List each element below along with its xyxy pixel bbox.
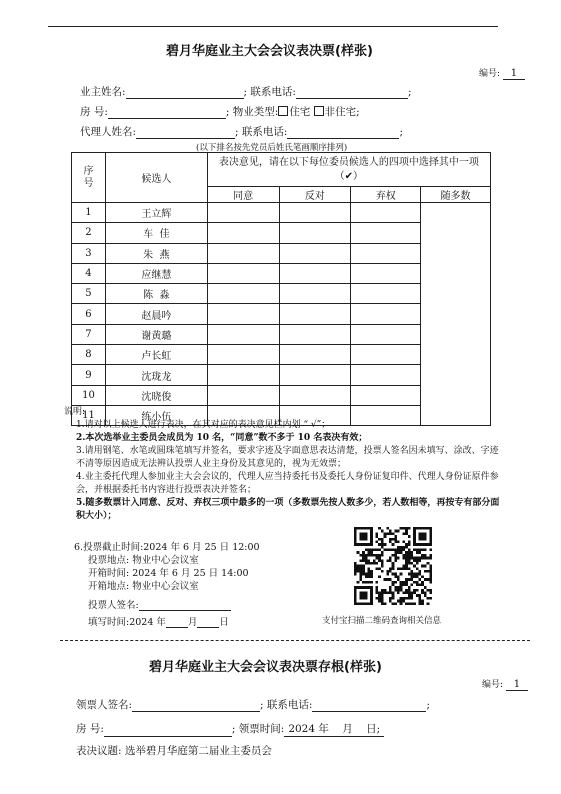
candidate-name: 朱 燕 [105, 243, 207, 263]
owner-name-field[interactable] [126, 86, 244, 99]
row-no: 11 [72, 405, 106, 425]
owner-row: 业主姓名: ; 联系电话: ; [80, 86, 412, 98]
row-no: 6 [72, 304, 106, 324]
candidate-name: 谢黄璐 [105, 324, 207, 344]
notes-section [64, 406, 502, 523]
stub-phone-label: ; 联系电话: [260, 699, 313, 711]
proxy-phone-label: ; 联系电话: [235, 126, 288, 138]
oppose-cell[interactable] [279, 203, 351, 223]
voter-sign-field[interactable] [139, 600, 231, 611]
serial-number [479, 66, 525, 80]
qr-caption: 支付宝扫描二维码查询相关信息 [322, 616, 442, 626]
candidate-rows [72, 203, 491, 426]
agree-cell[interactable] [207, 243, 279, 263]
proxy-row: 代理人姓名: ; 联系电话: ; [80, 126, 404, 138]
stub-title: 碧月华庭业主大会会议表决票存根(样张) [149, 660, 382, 675]
fill-time-year: 填写时间:2024 年 [88, 617, 166, 628]
fill-day-field[interactable] [197, 617, 219, 628]
proxy-name-label: 代理人姓名: [80, 126, 137, 138]
oppose-cell[interactable] [279, 304, 351, 324]
stub-room-label: 房 号: [76, 723, 104, 735]
row-no: 2 [72, 223, 106, 243]
abstain-cell[interactable] [351, 345, 421, 365]
candidate-table [71, 152, 491, 426]
col-candidate-header: 候选人 [105, 153, 207, 203]
candidate-name: 卢长虹 [105, 345, 207, 365]
non-residential-checkbox[interactable] [314, 106, 324, 116]
owner-phone-field[interactable] [296, 86, 408, 99]
agree-cell[interactable] [207, 385, 279, 405]
agree-cell[interactable] [207, 304, 279, 324]
receive-date[interactable]: 2024 年 月 日; [284, 721, 384, 737]
qr-code[interactable] [354, 527, 432, 605]
recipient-sign-label: 领票人签名: [76, 699, 133, 711]
voter-sign-row [88, 597, 231, 611]
residential-label: 住宅 [289, 106, 311, 118]
room-field[interactable] [108, 106, 226, 119]
fill-time-month: 月 [187, 617, 198, 628]
note-2: 2.本次选举业主委员会成员为 10 名，“同意”数不多于 10 名表决有效； [76, 433, 368, 443]
candidate-name: 沈珑龙 [105, 365, 207, 385]
abstain-cell[interactable] [351, 243, 421, 263]
count-time: 开箱时间: 2024 年 6 月 25 日 14:00 [88, 568, 249, 579]
col-random-header: 随多数 [421, 187, 491, 203]
col-abstain-header: 弃权 [351, 187, 421, 203]
vote-place: 投票地点: 物业中心会议室 [88, 555, 199, 566]
row-no: 1 [72, 203, 106, 223]
fill-time-day: 日 [219, 617, 229, 628]
agree-cell[interactable] [207, 263, 279, 283]
fill-time-row [88, 614, 229, 628]
ballot-title: 碧月华庭业主大会会议表决票(样张) [166, 44, 373, 59]
abstain-cell[interactable] [351, 385, 421, 405]
candidate-name: 沈晓俊 [105, 385, 207, 405]
room-label: 房 号: [80, 106, 108, 118]
note-1: 1.请对以上候选人进行表决，在其对应的表决意见栏内划 “ √”； [76, 420, 331, 430]
serial-label: 编号: [479, 69, 501, 79]
abstain-cell[interactable] [351, 365, 421, 385]
stub-room-row [76, 721, 384, 737]
stub-room-field[interactable] [104, 724, 232, 737]
vote-deadline: 6.投票截止时间:2024 年 6 月 25 日 12:00 [74, 542, 260, 553]
col-no-header: 序号 [72, 153, 106, 203]
table-row [72, 203, 491, 223]
candidate-name: 赵晨吟 [105, 304, 207, 324]
cut-line [60, 640, 530, 641]
candidate-name: 应继慧 [105, 263, 207, 283]
agree-cell[interactable] [207, 203, 279, 223]
candidate-name: 练小伍 [105, 405, 207, 425]
vote-instruction-header: 表决意见，请在以下每位委员候选人的四项中选择其中一项（✔） [207, 153, 490, 187]
row-no: 5 [72, 284, 106, 304]
serial-value: 1 [503, 68, 525, 80]
oppose-cell[interactable] [279, 223, 351, 243]
row-no: 9 [72, 365, 106, 385]
owner-name-label: 业主姓名: [80, 86, 126, 98]
col-oppose-header: 反对 [279, 187, 351, 203]
agree-cell[interactable] [207, 223, 279, 243]
notes-label: 说明: [64, 407, 86, 417]
row-no: 7 [72, 324, 106, 344]
abstain-cell[interactable] [351, 324, 421, 344]
oppose-cell[interactable] [279, 263, 351, 283]
oppose-cell[interactable] [279, 243, 351, 263]
agree-cell[interactable] [207, 345, 279, 365]
note-3: 3.请用钢笔、水笔或圆珠笔填写并签名，要求字迹及字面意思表达清楚，投票人签名因未填写、涂改、字迹不清等原因造成无法辨认投票人业主身份及其意见的，视为无效票； [76, 446, 499, 469]
stub-recipient-row: 领票人签名: ; 联系电话: ; [76, 699, 431, 711]
stub-agenda: 表决议题: 选举碧月华庭第二届业主委员会 [76, 745, 272, 757]
row-no: 4 [72, 263, 106, 283]
candidate-name: 王立辉 [105, 203, 207, 223]
stub-serial [482, 677, 528, 691]
fill-month-field[interactable] [166, 617, 188, 628]
stub-phone-field[interactable] [312, 699, 426, 712]
random-cell[interactable] [421, 203, 491, 426]
top-rule [48, 26, 498, 27]
row-no: 3 [72, 243, 106, 263]
oppose-cell[interactable] [279, 345, 351, 365]
receive-time-label: ; 领票时间: [231, 723, 285, 735]
oppose-cell[interactable] [279, 284, 351, 304]
stub-serial-label: 编号: [482, 680, 504, 690]
note-4: 4.业主委托代理人参加业主大会会议的，代理人应当持委托书及委托人身份证复印件、代理人身份证原件参会，并根据委托书内容进行投票表决并签名； [76, 472, 499, 495]
abstain-cell[interactable] [351, 203, 421, 223]
oppose-cell[interactable] [279, 324, 351, 344]
agree-cell[interactable] [207, 284, 279, 304]
room-row: 房 号: ; 物业类型: 住宅 非住宅; [80, 106, 360, 118]
col-agree-header: 同意 [207, 187, 279, 203]
candidate-name: 车 佳 [105, 223, 207, 243]
owner-phone-label: ; 联系电话: [243, 86, 296, 98]
non-residential-label: 非住宅 [324, 106, 357, 118]
note-5: 5.随多数票计入同意、反对、弃权三项中最多的一项（多数票先按人数多少，若人数相等，再按专有部分面积大小）； [76, 498, 500, 521]
count-place: 开箱地点: 物业中心会议室 [88, 581, 199, 592]
voter-sign-label: 投票人签名: [88, 600, 139, 611]
abstain-cell[interactable] [351, 304, 421, 324]
oppose-cell[interactable] [279, 385, 351, 405]
row-no: 8 [72, 345, 106, 365]
residential-checkbox[interactable] [278, 106, 288, 116]
agree-cell[interactable] [207, 324, 279, 344]
oppose-cell[interactable] [279, 365, 351, 385]
row-no: 10 [72, 385, 106, 405]
abstain-cell[interactable] [351, 223, 421, 243]
property-type-label: ; 物业类型: [225, 106, 279, 118]
stub-serial-value: 1 [506, 679, 528, 691]
abstain-cell[interactable] [351, 263, 421, 283]
sort-note: (以下排名按先党员后姓氏笔画顺序排列) [196, 143, 348, 153]
agree-cell[interactable] [207, 365, 279, 385]
candidate-name: 陈 淼 [105, 284, 207, 304]
proxy-phone-field[interactable] [287, 126, 399, 139]
abstain-cell[interactable] [351, 284, 421, 304]
proxy-name-field[interactable] [136, 126, 235, 139]
recipient-sign-field[interactable] [132, 699, 260, 712]
